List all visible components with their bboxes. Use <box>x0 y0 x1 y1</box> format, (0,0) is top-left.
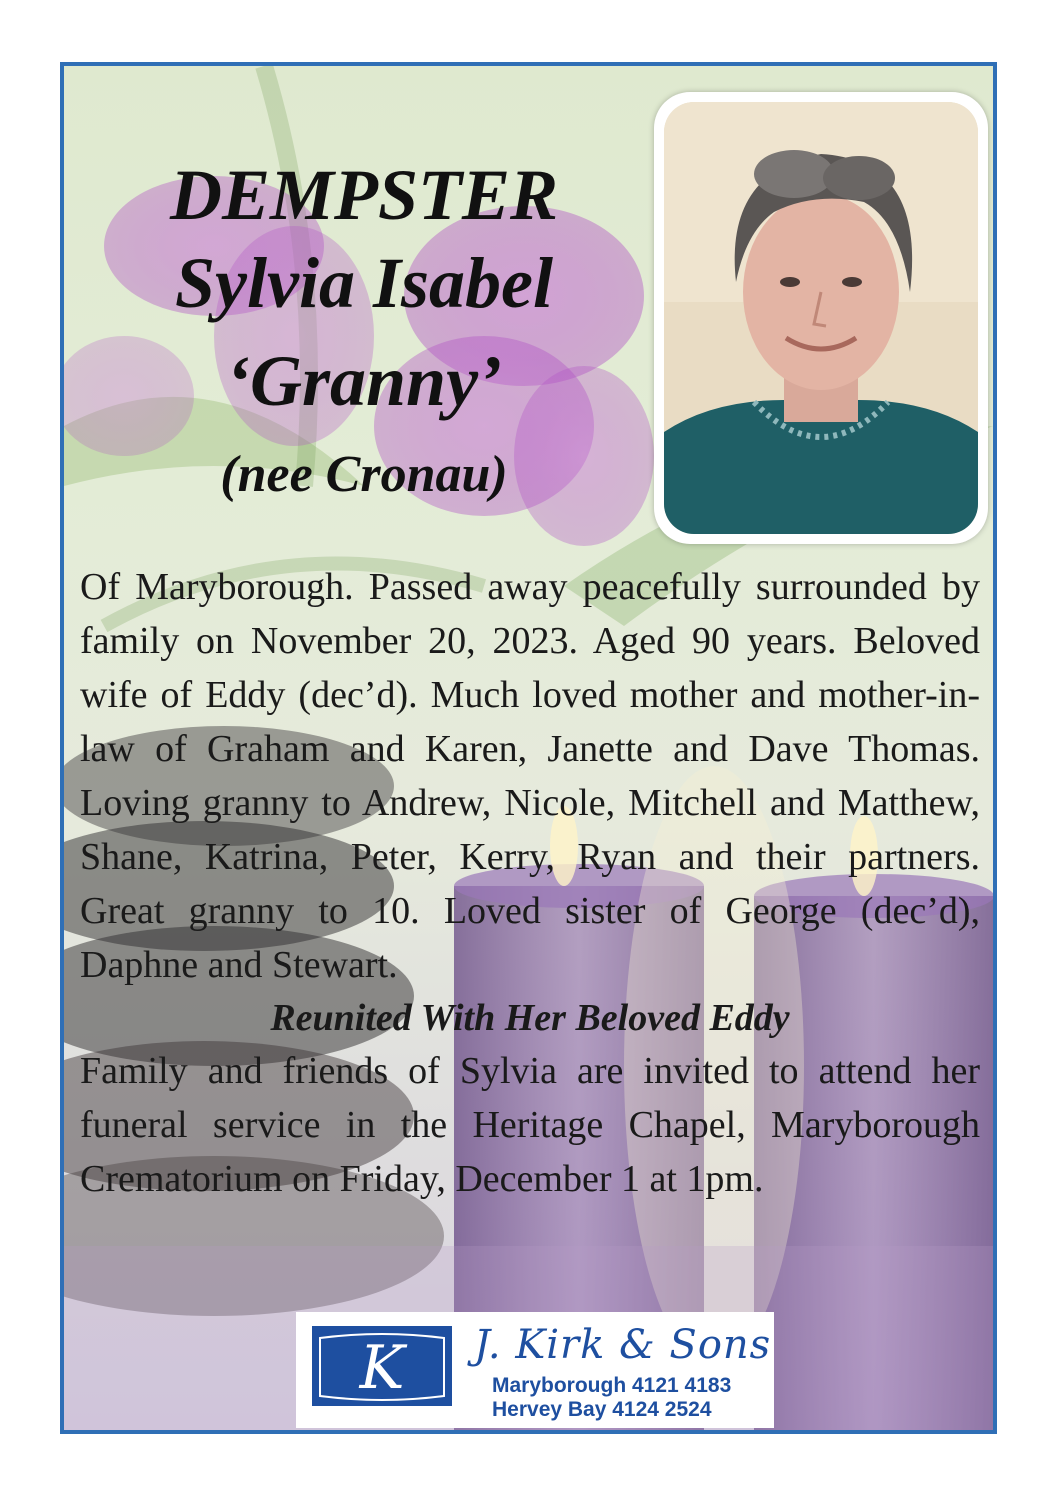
funeral-service-paragraph: Family and friends of Sylvia are invited to attend her funeral service in the Heritage Chapel, Maryborough Crematorium on Friday, December 1 at 1pm. <box>80 1050 980 1200</box>
portrait-image <box>664 102 978 534</box>
phone-hervey-bay: Hervey Bay 4124 2524 <box>492 1398 712 1421</box>
memorial-motto: Reunited With Her Beloved Eddy <box>270 997 790 1039</box>
death-notice-paragraph: Of Maryborough. Passed away peacefully surrounded by family on November 20, 2023. Aged 90 years. Beloved wife of Eddy (dec’d). Much loved mother and mother-in-law of Graham and Karen, Janette and Dave Thomas. Loving granny to Andrew, Nicole, Mitchell and Matthew, Shane, Katrina, Peter, Kerry, Ryan and their partners. Great granny to 10. Loved sister of George (dec’d), Daphne and Stewart. <box>80 566 980 986</box>
phone-maryborough: Maryborough 4121 4183 <box>492 1374 732 1397</box>
obituary-text <box>80 560 980 1206</box>
svg-text:K: K <box>359 1333 405 1403</box>
given-names: Sylvia Isabel <box>175 243 553 323</box>
maiden-name: (nee Cronau) <box>220 446 508 503</box>
surname: DEMPSTER <box>169 155 559 235</box>
portrait-photo <box>654 92 988 544</box>
deceased-name-heading <box>104 154 624 518</box>
k-monogram-icon <box>312 1326 452 1406</box>
nickname: ‘Granny’ <box>225 341 502 421</box>
business-name: J. Kirk & Sons <box>474 1322 772 1368</box>
obituary-card <box>60 62 997 1434</box>
funeral-director-logo <box>296 1312 774 1428</box>
